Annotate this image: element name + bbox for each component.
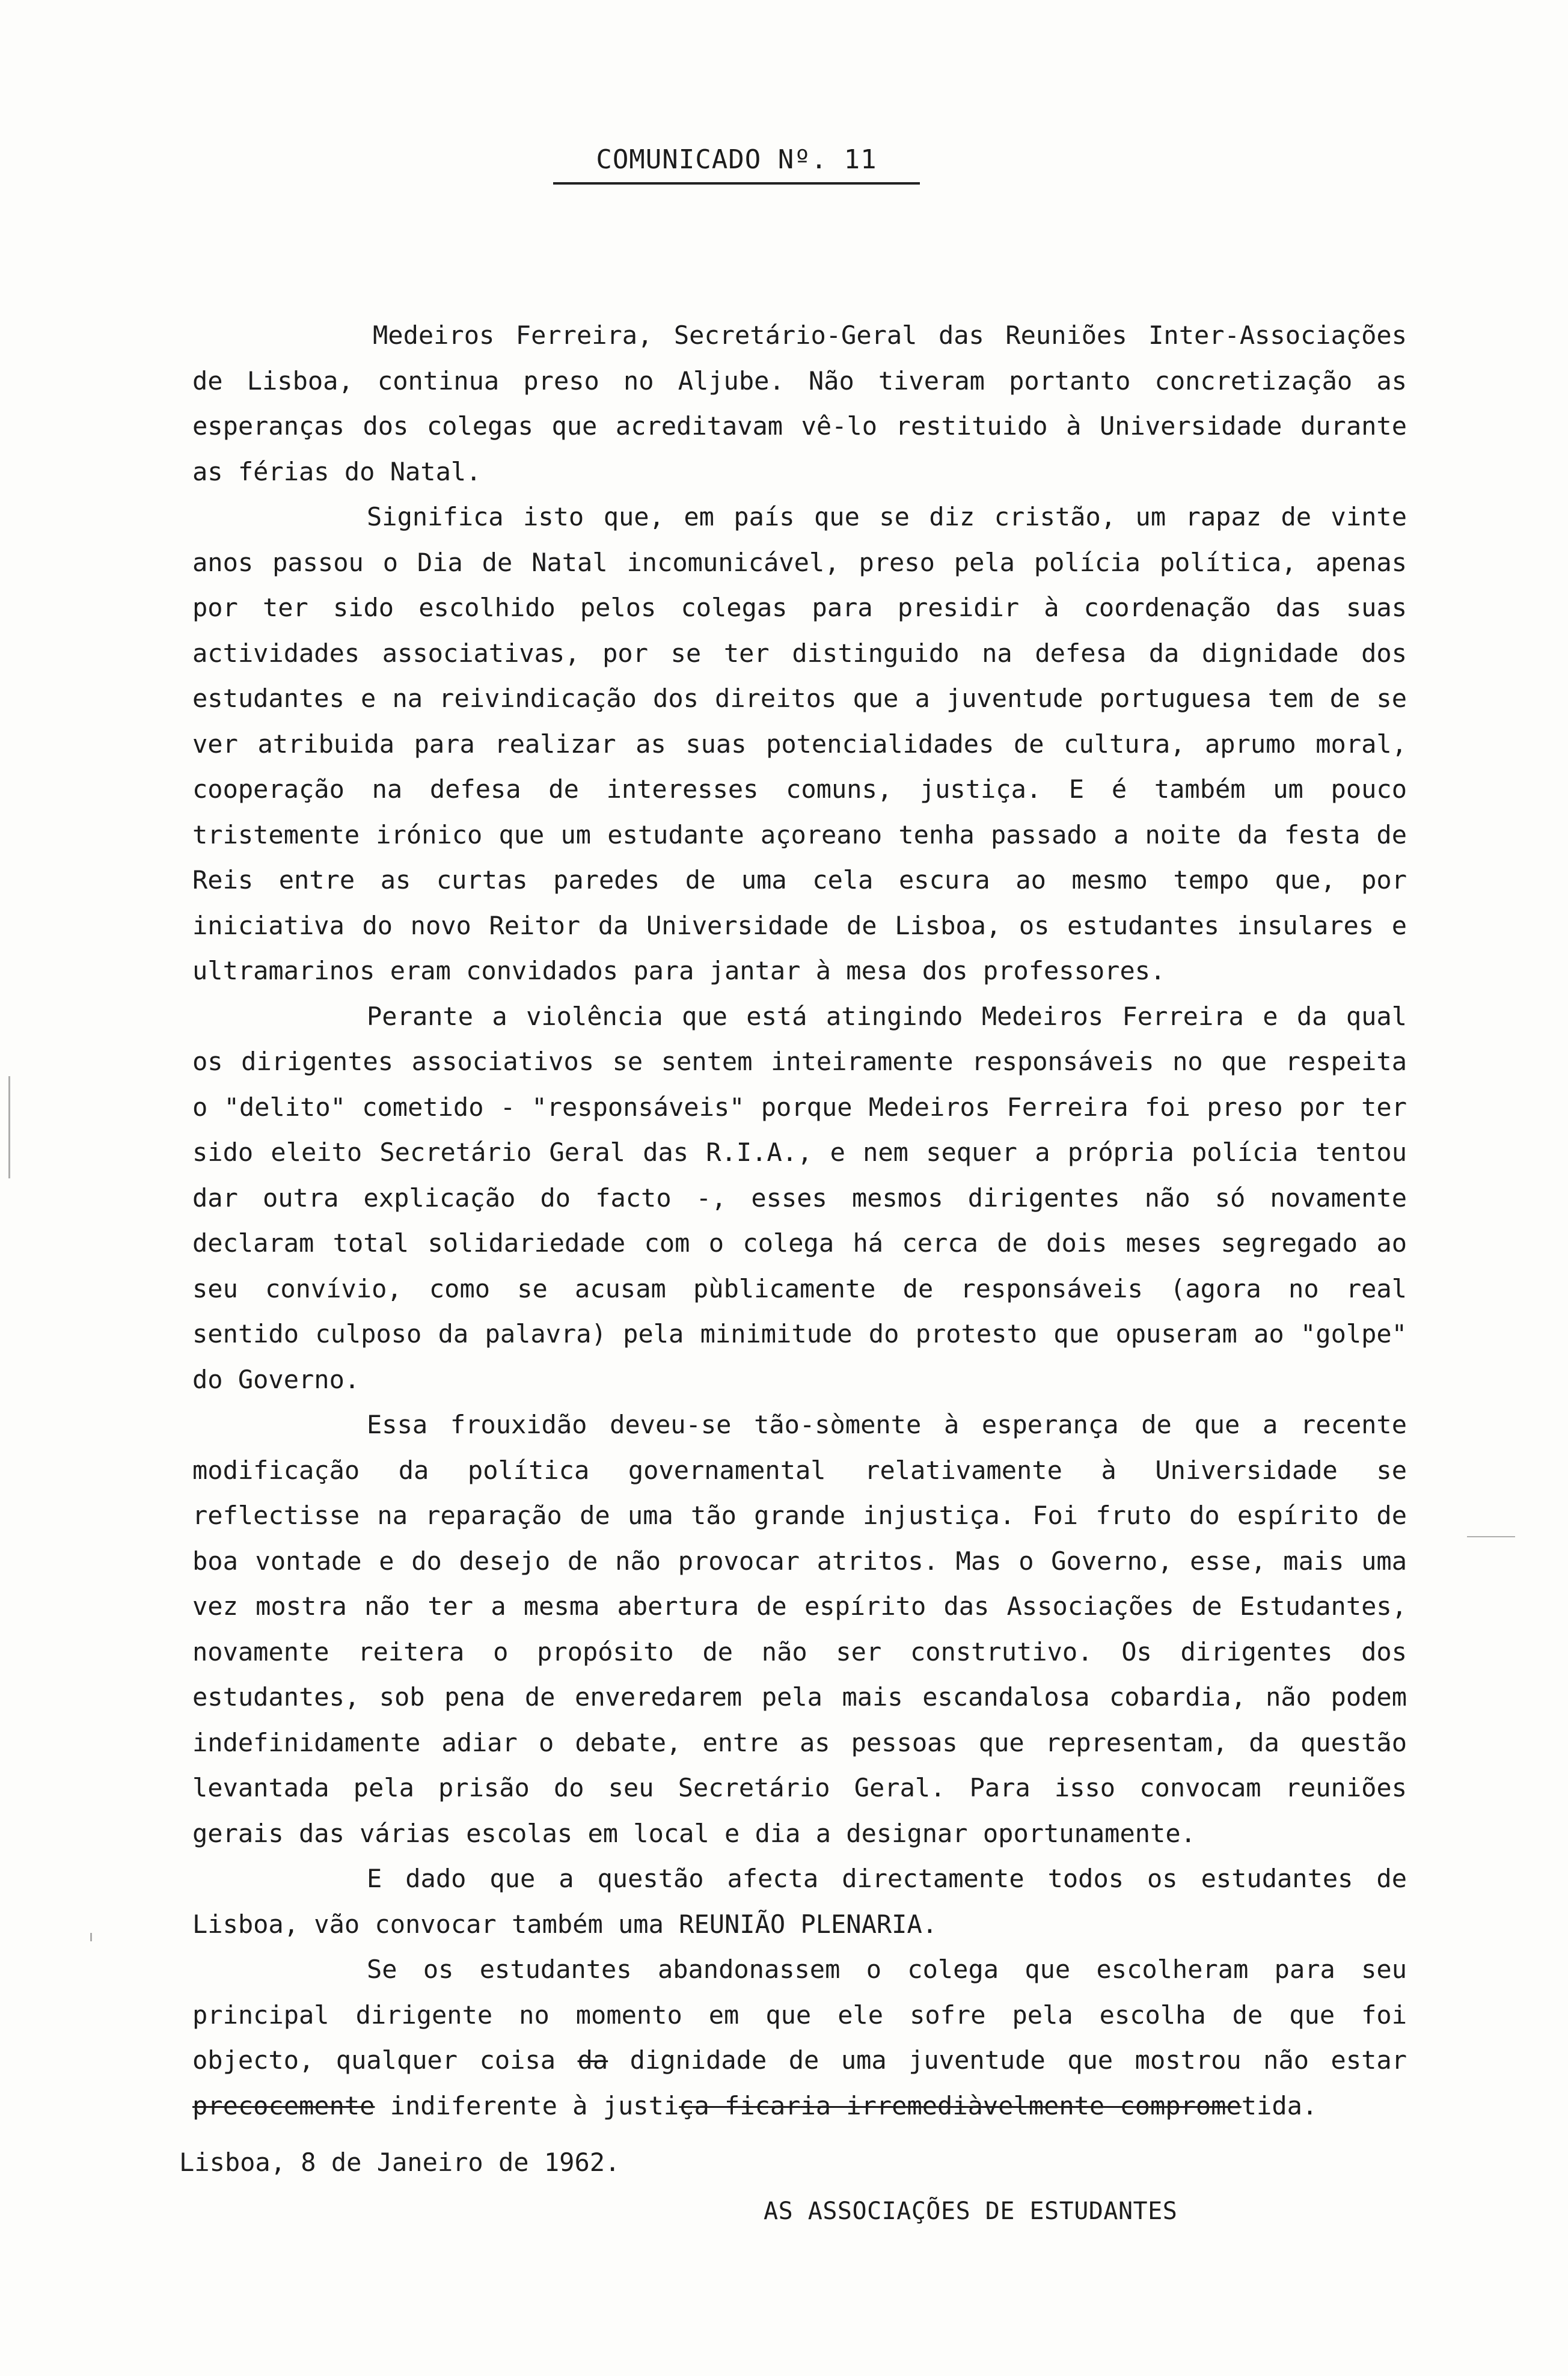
paragraph-6-lead: Se os estudantes abandonassem o colega que escolheram para seu principal dirigente no momento em que ele sofre pela escolha de que foi objecto, qualquer coisa [192, 1955, 1407, 2075]
paragraph-1: Medeiros Ferreira, Secretário-Geral das Reuniões Inter-Associações de Lisboa, continua preso no Aljube. Não tiveram portanto concretização as esperanças dos colegas que acreditavam vê-lo restituido à Universidade durante as férias do Natal. [192, 320, 1407, 486]
struck-text-2: precocemente [192, 2090, 375, 2120]
paragraph-6-tail-2: tida. [1241, 2090, 1318, 2120]
left-margin-scan-mark [8, 1076, 10, 1178]
document-body [192, 313, 1407, 2128]
signature: AS ASSOCIAÇÕES DE ESTUDANTES [764, 2197, 1178, 2225]
paragraph-6-mid: dignidade de uma juventude que mostrou não estar [608, 2045, 1407, 2075]
struck-text-1: da [577, 2045, 608, 2075]
paragraph-4: Essa frouxidão deveu-se tão-sòmente à esperança de que a recente modificação da política governamental relativamente à Universidade se reflectisse na reparação de uma tão grande injustiça. Foi fruto do espírito de boa vontade e do desejo de não provocar atritos. Mas o Governo, esse, mais uma vez mostra não ter a mesma abertura de espírito das Associações de Estudantes, novamente reitera o propósito de não ser construtivo. Os dirigentes dos estudantes, sob pena de enveredarem pela mais escandalosa cobardia, não podem indefinidamente adiar o debate, entre as pessoas que representam, da questão levantada pela prisão do seu Secretário Geral. Para isso convocam reuniões gerais das várias escolas em local e dia a designar oportunamente. [192, 1410, 1407, 1848]
struck-text-3: ça ficaria irremediàvelmente comprome [679, 2090, 1242, 2120]
paragraph-3: Perante a violência que está atingindo Medeiros Ferreira e da qual os dirigentes associativos se sentem inteiramente responsáveis no que respeita o "delito" cometido - "responsáveis" porque Medeiros Ferreira foi preso por ter sido eleito Secretário Geral das R.I.A., e nem sequer a própria polícia tentou dar outra explicação do facto -, esses mesmos dirigentes não só novamente declaram total solidariedade com o colega há cerca de dois meses segregado ao seu convívio, como se acusam pùblicamente de responsáveis (agora no real sentido culposo da palavra) pela minimitude do protesto que opuseram ao "golpe" do Governo. [192, 1001, 1407, 1394]
paragraph-5: E dado que a questão afecta directamente todos os estudantes de Lisboa, vão convocar também uma REUNIÃO PLENARIA. [192, 1864, 1407, 1939]
paragraph-6-tail-1: indiferente à justi [375, 2090, 679, 2120]
paragraph-2: Significa isto que, em país que se diz cristão, um rapaz de vinte anos passou o Dia de Natal incomunicável, preso pela polícia política, apenas por ter sido escolhido pelos colegas para presidir à coordenação das suas actividades associativas, por se ter distinguido na defesa da dignidade dos estudantes e na reivindicação dos direitos que a juventude portuguesa tem de se ver atribuida para realizar as suas potencialidades de cultura, aprumo moral, cooperação na defesa de interesses comuns, justiça. E é também um pouco tristemente irónico que um estudante açoreano tenha passado a noite da festa de Reis entre as curtas paredes de uma cela escura ao mesmo tempo que, por iniciativa do novo Reitor da Universidade de Lisboa, os estudantes insulares e ultramarinos eram convidados para jantar à mesa dos professores. [192, 502, 1407, 985]
stray-tick-mark [90, 1933, 92, 1941]
document-title: COMUNICADO Nº. 11 [553, 144, 920, 185]
paragraph-6 [192, 1947, 1407, 2128]
date-line: Lisboa, 8 de Janeiro de 1962. [179, 2148, 620, 2177]
right-margin-scan-mark [1467, 1536, 1515, 1537]
